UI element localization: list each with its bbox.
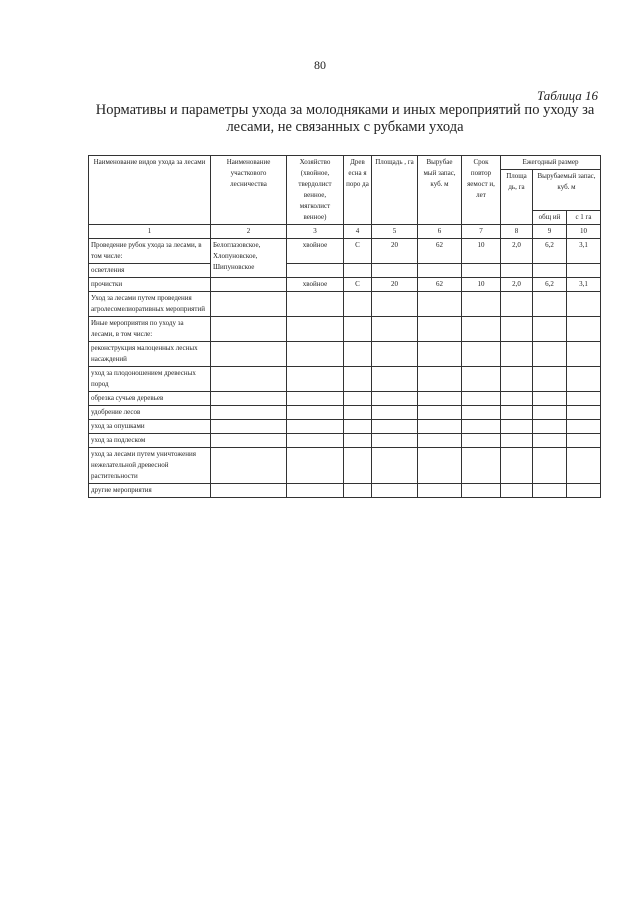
- row-label: Иные мероприятия по уходу за лесами, в том числе:: [89, 317, 211, 342]
- row-label: уход за лесами путем уничтожения нежелательной древесной растительности: [89, 448, 211, 484]
- col-number: 4: [344, 225, 372, 239]
- species-cell: С: [344, 278, 372, 292]
- table-row: [89, 392, 601, 406]
- annual-per-ha-cell: 3,1: [567, 239, 601, 264]
- row-label: Уход за лесами путем проведения агролесомелиоративных мероприятий: [89, 292, 211, 317]
- row-label: прочистки: [89, 278, 211, 292]
- header-farm: Хозяйство (хвойное, твердолист венное, мягколист венное): [287, 156, 344, 225]
- header-annual-stock: Вырубаемый запас, куб. м: [533, 170, 601, 211]
- row-label: реконструкция малоценных лесных насаждений: [89, 342, 211, 367]
- row-label: уход за плодоношением древесных пород: [89, 367, 211, 392]
- col-number: 7: [462, 225, 501, 239]
- area-cell: 20: [372, 278, 418, 292]
- page-number: 80: [314, 58, 326, 72]
- row-label: обрезка сучьев деревьев: [89, 392, 211, 406]
- header-forestry: Наименование участкового лесничества: [211, 156, 287, 225]
- table-row: [89, 420, 601, 434]
- period-cell: 10: [462, 278, 501, 292]
- header-per-ha: с 1 га: [567, 211, 601, 225]
- col-number: 3: [287, 225, 344, 239]
- col-number: 2: [211, 225, 287, 239]
- table-row: [89, 264, 601, 278]
- farm-cell: хвойное: [287, 239, 344, 264]
- table-row: [89, 292, 601, 317]
- table-row: [89, 367, 601, 392]
- area-cell: 20: [372, 239, 418, 264]
- annual-area-cell: 2,0: [501, 278, 533, 292]
- document-title: Нормативы и параметры ухода за молодняками и иных мероприятий по уходу за лесами, не связанных с рубками ухода: [95, 102, 595, 135]
- species-cell: С: [344, 239, 372, 264]
- row-label: уход за опушками: [89, 420, 211, 434]
- col-number: 1: [89, 225, 211, 239]
- table-row: [89, 406, 601, 420]
- table-row: [89, 317, 601, 342]
- col-number: 10: [567, 225, 601, 239]
- col-number: 9: [533, 225, 567, 239]
- row-label: уход за подлеском: [89, 434, 211, 448]
- annual-area-cell: 2,0: [501, 239, 533, 264]
- header-stock: Вырубае мый запас, куб. м: [418, 156, 462, 225]
- header-activity: Наименование видов ухода за лесами: [89, 156, 211, 225]
- forestry-cell: Белоглазовское, Хлопуновское, Шипуновское: [211, 239, 287, 278]
- table-row: [89, 239, 601, 264]
- annual-total-cell: 6,2: [533, 278, 567, 292]
- header-species: Древ есна я поро да: [344, 156, 372, 225]
- table-row: [89, 484, 601, 498]
- table-row: [89, 448, 601, 484]
- col-number: 6: [418, 225, 462, 239]
- row-label: Проведение рубок ухода за лесами, в том числе:: [89, 239, 211, 264]
- col-number: 8: [501, 225, 533, 239]
- row-label: удобрение лесов: [89, 406, 211, 420]
- table-row: [89, 342, 601, 367]
- table-row: [89, 434, 601, 448]
- period-cell: 10: [462, 239, 501, 264]
- annual-per-ha-cell: 3,1: [567, 278, 601, 292]
- row-label: другие мероприятия: [89, 484, 211, 498]
- table-row: [89, 278, 601, 292]
- header-period: Срок повтор яемост и, лет: [462, 156, 501, 225]
- stock-cell: 62: [418, 278, 462, 292]
- table-label: Таблица 16: [536, 88, 598, 103]
- farm-cell: хвойное: [287, 278, 344, 292]
- row-label: осветления: [89, 264, 211, 278]
- header-annual-area: Площа дь, га: [501, 170, 533, 225]
- header-annual: Ежегодный размер: [501, 156, 601, 170]
- header-total: общ ий: [533, 211, 567, 225]
- stock-cell: 62: [418, 239, 462, 264]
- annual-total-cell: 6,2: [533, 239, 567, 264]
- norms-table: [88, 155, 601, 498]
- col-number: 5: [372, 225, 418, 239]
- header-area: Площадь , га: [372, 156, 418, 225]
